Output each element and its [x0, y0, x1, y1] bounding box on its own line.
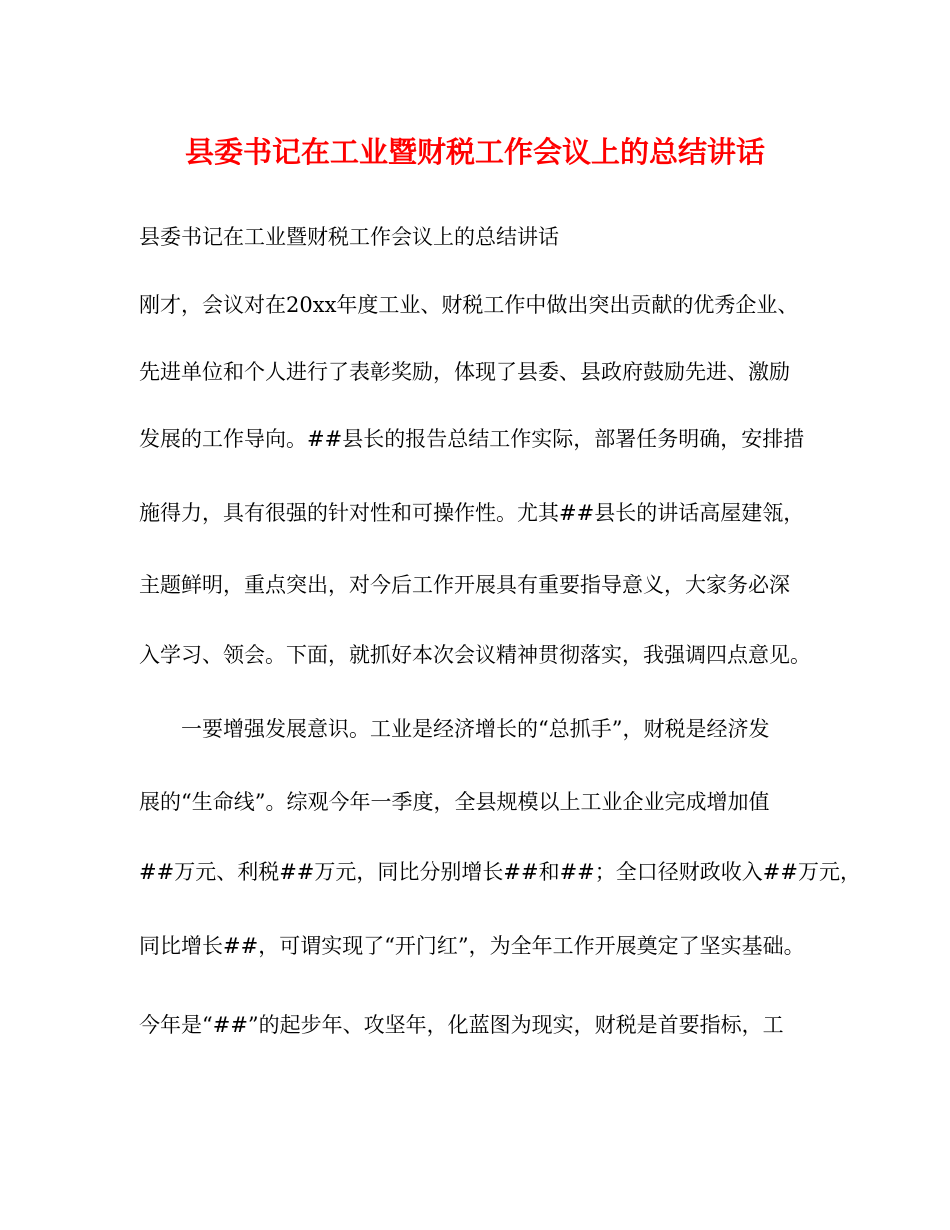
paragraph-line: 入学习、领会。下面，就抓好本次会议精神贯彻落实，我强调四点意见。: [139, 643, 811, 667]
paragraph-line: 先进单位和个人进行了表彰奖励，体现了县委、县政府鼓励先进、激励: [139, 360, 790, 384]
paragraph-line: ##万元、利税##万元，同比分别增长##和##；全口径财政收入##万元，: [139, 860, 861, 884]
paragraph-line: 主题鲜明，重点突出，对今后工作开展具有重要指导意义，大家务必深: [139, 573, 790, 597]
subtitle-line: 县委书记在工业暨财税工作会议上的总结讲话: [139, 225, 559, 249]
paragraph-line: 同比增长##，可谓实现了“开门红”，为全年工作开展奠定了坚实基础。: [139, 934, 805, 958]
paragraph-line: 施得力，具有很强的针对性和可操作性。尤其##县长的讲话高屋建瓴，: [139, 501, 805, 525]
paragraph-line: 今年是“##”的起步年、攻坚年，化蓝图为现实，财税是首要指标，工: [139, 1013, 784, 1037]
document-title: 县委书记在工业暨财税工作会议上的总结讲话: [184, 135, 765, 169]
paragraph-line: 发展的工作导向。##县长的报告总结工作实际，部署任务明确，安排措: [139, 427, 805, 451]
paragraph-line: 展的“生命线”。综观今年一季度，全县规模以上工业企业完成增加值: [139, 790, 770, 814]
paragraph-line: 一要增强发展意识。工业是经济增长的“总抓手”，财税是经济发: [181, 717, 770, 741]
paragraph-line: 刚才，会议对在20xx年度工业、财税工作中做出突出贡献的优秀企业、: [139, 293, 799, 317]
